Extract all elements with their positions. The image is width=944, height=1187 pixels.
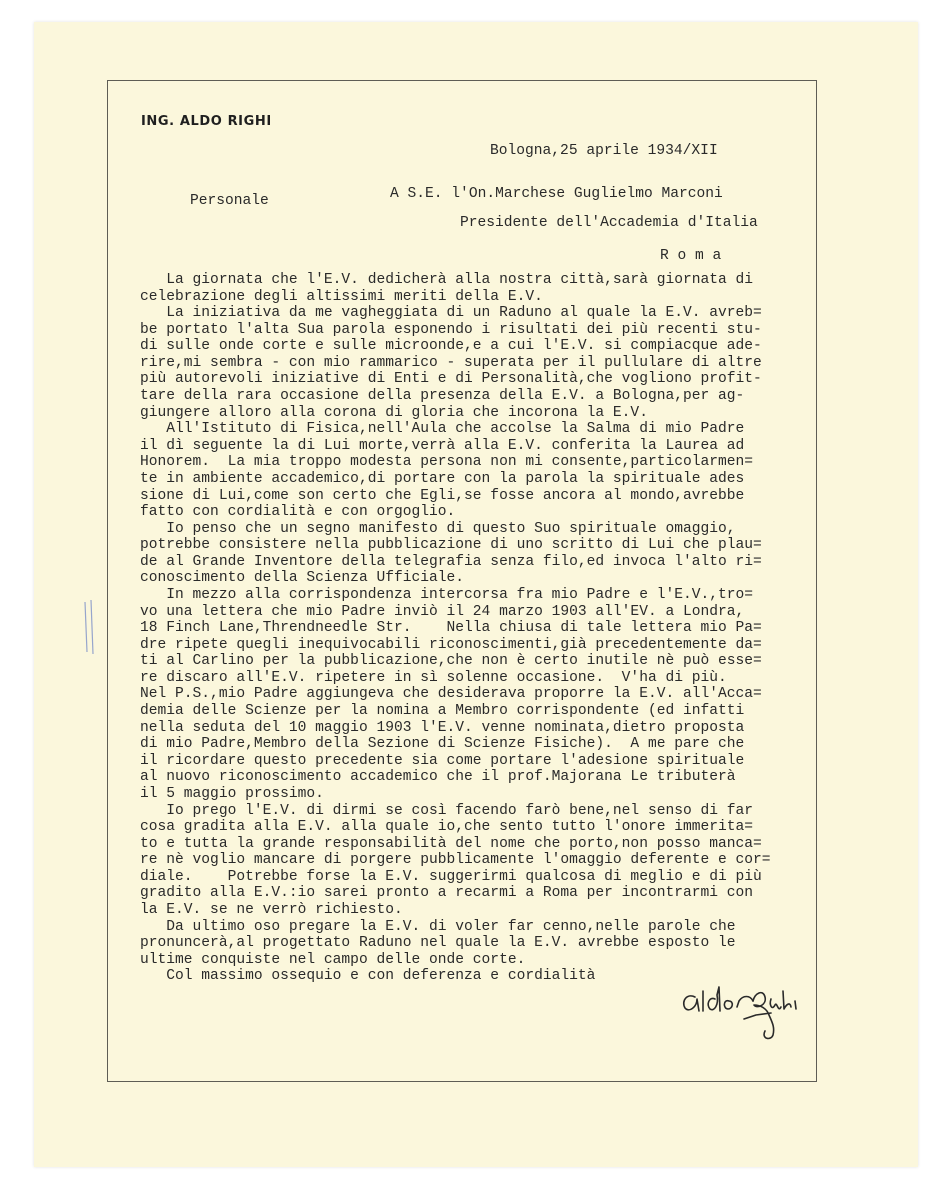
letterhead: ING. ALDO RIGHI: [141, 114, 272, 129]
body-line: de al Grande Inventore della telegrafia senza filo,ed invoca l'alto ri=: [140, 553, 762, 570]
body-line: la E.V. se ne verrò richiesto.: [140, 901, 403, 918]
body-line: il 5 maggio prossimo.: [140, 785, 324, 802]
body-line: to e tutta la grande responsabilità del nome che porto,non posso manca=: [140, 835, 762, 852]
body-line: gradito alla E.V.:io sarei pronto a recarmi a Roma per incontrarmi con: [140, 885, 754, 902]
letter-body: [140, 272, 818, 985]
body-line: nella seduta del 10 maggio 1903 l'E.V. venne nominata,dietro proposta: [140, 719, 745, 736]
body-line: Io prego l'E.V. di dirmi se così facendo farò bene,nel senso di far: [140, 802, 754, 819]
recipient-city: R o m a: [660, 248, 722, 264]
body-line: di sulle onde corte e sulle microonde,e a cui l'E.V. si compiacque ade-: [140, 338, 762, 355]
body-line: be portato l'alta Sua parola esponendo i risultati dei più recenti stu-: [140, 321, 762, 338]
body-line: vo una lettera che mio Padre inviò il 24 marzo 1903 all'EV. a Londra,: [140, 603, 745, 620]
body-line: Col massimo ossequio e con deferenza e cordialità: [140, 968, 596, 985]
body-line: demia delle Scienze per la nomina a Membro corrispondente (ed infatti: [140, 703, 745, 720]
body-line: te in ambiente accademico,di portare con la parola la spirituale ades: [140, 470, 745, 487]
body-line: potrebbe consistere nella pubblicazione di uno scritto di Lui che plau=: [140, 537, 762, 554]
body-line: il ricordare questo precedente sia come portare l'adesione spirituale: [140, 752, 745, 769]
body-line: dre ripete quegli inequivocabili riconoscimenti,già precedentemente da=: [140, 636, 762, 653]
body-line: rire,mi sembra - con mio rammarico - superata per il pullulare di altre: [140, 354, 762, 371]
recipient-line-2: Presidente dell'Accademia d'Italia: [460, 215, 758, 231]
body-line: La giornata che l'E.V. dedicherà alla nostra città,sarà giornata di: [140, 272, 754, 288]
body-line: La iniziativa da me vagheggiata di un Raduno al quale la E.V. avreb=: [140, 305, 762, 322]
body-line: sione di Lui,come son certo che Egli,se fosse ancora al mondo,avrebbe: [140, 487, 745, 504]
body-line: celebrazione degli altissimi meriti della E.V.: [140, 288, 543, 305]
body-line: il dì seguente la di Lui morte,verrà alla E.V. conferita la Laurea ad: [140, 437, 745, 454]
margin-pencil-mark: [80, 598, 100, 658]
body-line: re nè voglio mancare di porgere pubblicamente l'omaggio deferente e cor=: [140, 852, 771, 869]
body-line: di mio Padre,Membro della Sezione di Scienze Fisiche). A me pare che: [140, 736, 745, 753]
body-line: All'Istituto di Fisica,nell'Aula che accolse la Salma di mio Padre: [140, 421, 745, 438]
body-line: giungere alloro alla corona di gloria che incorona la E.V.: [140, 404, 648, 421]
svg-text:Aldo Righi: Aldo Righi: [657, 975, 662, 976]
body-line: ti al Carlino per la pubblicazione,che non è certo inutile nè può esse=: [140, 653, 762, 670]
personal-label: Personale: [190, 193, 269, 209]
body-line: pronuncerà,al progettato Raduno nel quale la E.V. avrebbe esposto le: [140, 935, 736, 952]
date-line: Bologna,25 aprile 1934/XII: [490, 143, 718, 159]
body-line: Nel P.S.,mio Padre aggiungeva che desiderava proporre la E.V. all'Acca=: [140, 686, 762, 703]
body-line: Honorem. La mia troppo modesta persona non mi consente,particolarmen=: [140, 454, 754, 471]
body-line: 18 Finch Lane,Threndneedle Str. Nella chiusa di tale lettera mio Pa=: [140, 620, 762, 637]
recipient-line-1: A S.E. l'On.Marchese Guglielmo Marconi: [390, 186, 723, 202]
body-line: al nuovo riconoscimento accademico che il prof.Majorana Le tributerà: [140, 769, 736, 786]
signature: [657, 975, 807, 1045]
body-line: Da ultimo oso pregare la E.V. di voler far cenno,nelle parole che: [140, 918, 736, 935]
body-line: re discaro all'E.V. ripetere in sì solenne occasione. V'ha di più.: [140, 669, 727, 686]
body-line: fatto con cordialità e con orgoglio.: [140, 504, 456, 521]
body-line: ultime conquiste nel campo delle onde corte.: [140, 951, 526, 968]
body-line: In mezzo alla corrispondenza intercorsa fra mio Padre e l'E.V.,tro=: [140, 586, 754, 603]
body-line: Io penso che un segno manifesto di questo Suo spirituale omaggio,: [140, 520, 736, 537]
body-line: tare della rara occasione della presenza della E.V. a Bologna,per ag-: [140, 388, 745, 405]
body-line: diale. Potrebbe forse la E.V. suggerirmi qualcosa di meglio e di più: [140, 868, 762, 885]
body-line: più autorevoli iniziative di Enti e di Personalità,che vogliono profit-: [140, 371, 762, 388]
body-line: conoscimento della Scienza Ufficiale.: [140, 570, 465, 587]
body-line: cosa gradita alla E.V. alla quale io,che sento tutto l'onore immerita=: [140, 819, 754, 836]
